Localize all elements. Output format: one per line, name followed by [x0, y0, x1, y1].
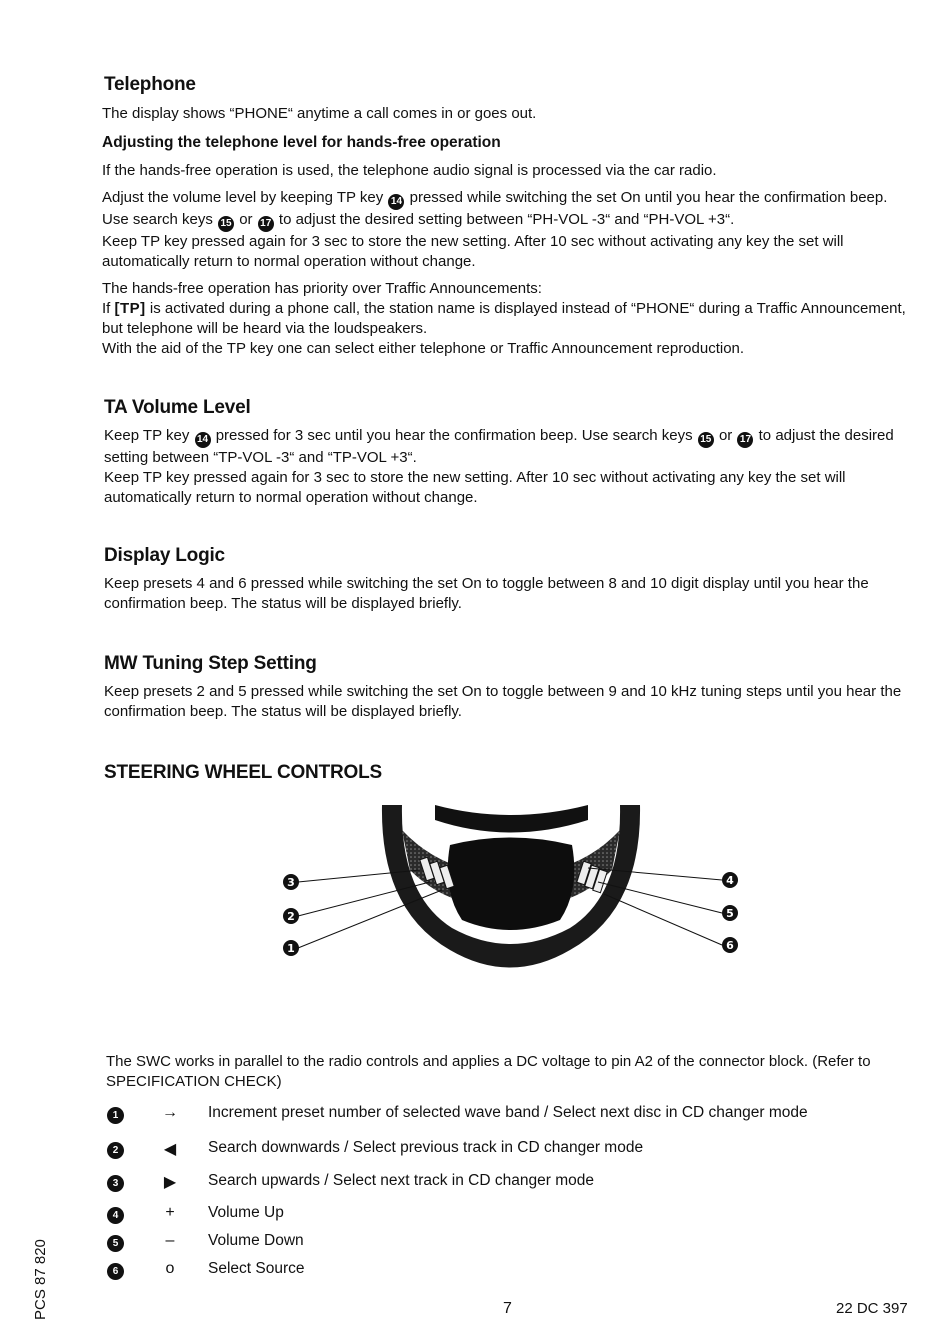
key-badge-tp: 14 — [388, 194, 404, 210]
arrow-right-icon: → — [162, 1104, 178, 1121]
legend-row — [106, 1232, 866, 1254]
legend-number-badge: 4 — [107, 1207, 124, 1224]
telephone-priority-text — [102, 279, 912, 359]
text-span: With the aid of the TP key one can select either telephone or Traffic Announcement reproduction. — [102, 340, 745, 357]
legend-row — [106, 1204, 866, 1226]
display-logic-text: Keep presets 4 and 6 pressed while switching the set On to toggle between 8 and 10 digit display until you hear the confirmation beep. The status will be displayed briefly. — [104, 575, 869, 612]
ta-volume-text — [104, 426, 914, 508]
legend-description: Volume Down — [208, 1232, 304, 1249]
legend-description: Volume Up — [208, 1204, 284, 1221]
telephone-heading: Telephone — [104, 74, 196, 95]
legend-description: Increment preset number of selected wave band / Select next disc in CD changer mode — [208, 1104, 808, 1121]
telephone-subheading: Adjusting the telephone level for hands-free operation — [102, 134, 501, 151]
text-span: Keep TP key — [104, 427, 190, 444]
callout-3-label: 3 — [287, 876, 295, 889]
display-logic-heading: Display Logic — [104, 545, 225, 566]
text-span: to adjust the desired setting between “TP-VOL -3“ and “TP-VOL +3“. — [104, 427, 894, 466]
text-span: Keep TP key pressed again for 3 sec to store the new setting. After 10 sec without activating any key the set will automatically return to normal operation without change. — [102, 233, 844, 270]
legend-row — [106, 1172, 866, 1194]
legend-number-badge: 2 — [107, 1142, 124, 1159]
tp-key-label: [TP] — [114, 300, 146, 317]
swc-intro-text: The SWC works in parallel to the radio controls and applies a DC voltage to pin A2 of the connector block. (Refer to SPECIFICATION CHECK) — [106, 1053, 871, 1090]
text-span: If — [102, 300, 111, 317]
text-span: to adjust the desired setting between “PH-VOL -3“ and “PH-VOL +3“. — [278, 211, 735, 228]
text-span: Keep TP key pressed again for 3 sec to store the new setting. After 10 sec without activating any key the set will automatically return to normal operation without change. — [104, 469, 846, 506]
wheel-hub-top — [435, 805, 588, 833]
callout-1-label: 1 — [287, 942, 295, 955]
leader-line-6 — [604, 894, 722, 945]
page-number: 7 — [503, 1300, 512, 1317]
telephone-adjust-text — [102, 188, 912, 272]
key-badge-tp: 14 — [195, 432, 211, 448]
callout-5-label: 5 — [726, 907, 734, 920]
side-document-label: PCS 87 820 — [32, 1239, 49, 1320]
legend-description: Search downwards / Select previous track in CD changer mode — [208, 1139, 644, 1156]
wheel-center — [448, 838, 575, 931]
legend-number-badge: 3 — [107, 1175, 124, 1192]
legend-description: Select Source — [208, 1260, 305, 1277]
source-icon: o — [165, 1260, 175, 1277]
legend-number-badge: 1 — [107, 1107, 124, 1124]
mw-tuning-text: Keep presets 2 and 5 pressed while switching the set On to toggle between 9 and 10 kHz tuning steps until you hear the confirmation beep. The status will be displayed briefly. — [104, 683, 902, 720]
legend-row — [106, 1104, 866, 1126]
text-span: or — [239, 211, 253, 228]
text-span: The hands-free operation has priority over Traffic Announcements: — [102, 280, 542, 297]
key-badge-search-2: 17 — [737, 432, 753, 448]
minus-icon: – — [165, 1232, 175, 1249]
callout-2-label: 2 — [287, 910, 295, 923]
swc-heading: STEERING WHEEL CONTROLS — [104, 762, 382, 783]
telephone-display-text: The display shows “PHONE“ anytime a call comes in or goes out. — [102, 105, 537, 122]
key-badge-search-1: 15 — [218, 216, 234, 232]
key-badge-search-2: 17 — [258, 216, 274, 232]
text-span: pressed while switching the set On until you hear the confirmation beep. Use search keys — [102, 189, 888, 228]
triangle-left-icon: ◀ — [163, 1141, 177, 1158]
legend-number-badge: 5 — [107, 1235, 124, 1252]
legend-row — [106, 1139, 866, 1161]
document-code: 22 DC 397 — [836, 1300, 908, 1317]
callout-6-label: 6 — [726, 939, 734, 952]
leader-line-4 — [588, 868, 722, 880]
ta-volume-heading: TA Volume Level — [104, 397, 251, 418]
steering-wheel-diagram — [270, 800, 750, 980]
triangle-right-icon: ▶ — [163, 1174, 177, 1191]
text-span: Adjust the volume level by keeping TP key — [102, 189, 384, 206]
legend-description: Search upwards / Select next track in CD changer mode — [208, 1172, 594, 1189]
key-badge-search-1: 15 — [698, 432, 714, 448]
telephone-handsfree-text: If the hands-free operation is used, the telephone audio signal is processed via the car radio. — [102, 162, 717, 179]
text-span: pressed for 3 sec until you hear the confirmation beep. Use search keys — [215, 427, 693, 444]
text-span: is activated during a phone call, the station name is displayed instead of “PHONE“ during a Traffic Announcement, but telephone will be heard via the loudspeakers. — [102, 300, 906, 337]
legend-number-badge: 6 — [107, 1263, 124, 1280]
callout-4-label: 4 — [726, 874, 734, 887]
text-span: or — [718, 427, 733, 444]
plus-icon: + — [165, 1204, 175, 1221]
legend-row — [106, 1260, 866, 1282]
mw-tuning-heading: MW Tuning Step Setting — [104, 653, 317, 674]
